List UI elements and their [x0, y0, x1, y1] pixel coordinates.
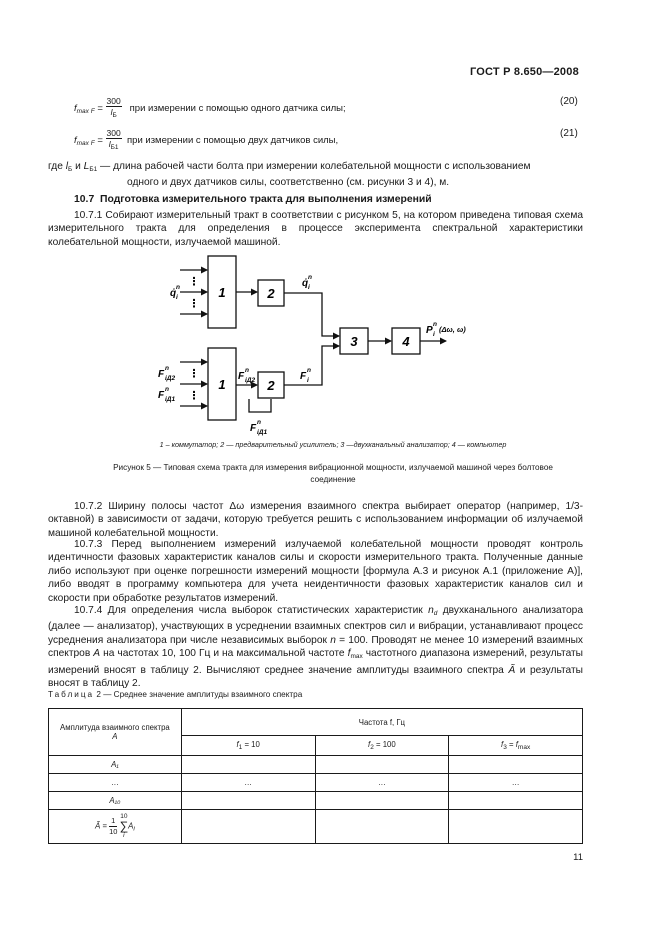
table-cell: [315, 756, 449, 774]
force-output-label: [300, 367, 311, 384]
p1074-nd: n: [428, 605, 434, 616]
table-cell: [449, 792, 583, 810]
table-col0-header-line1: Амплитуда взаимного спектра: [60, 723, 170, 732]
formula-21-numerator: 300: [106, 128, 121, 138]
input-velocity-symbol: q̇: [170, 288, 177, 299]
formula-20-lhs: f: [74, 103, 77, 115]
mean-label: Ã =: [94, 821, 107, 831]
paragraph-10-7-2: 10.7.2 Ширину полосы частот Δω измерения взаимного спектра выбирает оператор (например, 1/3-октавной) в зависимости от задачи, которую требуется решить с использованием информации об излучаемой машиной колебательной мощности.: [48, 501, 583, 539]
ellipsis-bottom-2: ⋮: [188, 390, 200, 402]
force-d1-input-symbol: F: [158, 390, 165, 401]
p1074-s6: и результаты вносят в таблицу 2.: [48, 664, 583, 690]
formula-20-numerator: 300: [106, 96, 121, 106]
formula-20-denominator-sub: Б: [112, 112, 117, 119]
formula-21-text: при измерении с помощью двух датчиков силы,: [127, 135, 339, 147]
force-d2-input-symbol: F: [158, 369, 165, 380]
table-f2-symbol: f: [368, 740, 371, 749]
p1074-s5: частотного диапазона измерений, результаты измерений вносят в таблицу 2. Вычисляют среднее значение амплитуды взаимного спектра: [48, 648, 584, 676]
formula-21-eq: =: [97, 135, 103, 147]
standard-header: ГОСТ Р 8.650—2008: [470, 66, 579, 78]
table-f1-value: = 10: [244, 740, 260, 749]
formula-20-fraction: [106, 96, 122, 121]
p1074-s1: 10.7.4 Для определения числа выборок статистических характеристик: [74, 605, 429, 616]
mean-sum-sign: ∑: [119, 819, 129, 833]
where-clause: [48, 160, 531, 190]
mean-frac-den: 10: [109, 827, 118, 836]
table-cell: [181, 810, 315, 844]
mean-frac-num: 1: [109, 816, 117, 827]
table-f1-header: [181, 736, 315, 756]
power-output-label: [426, 321, 466, 338]
formula-21-fraction: [106, 128, 122, 153]
table-caption-rest: 2 — Среднее значение амплитуды взаимного спектра: [96, 690, 303, 699]
table-mean-formula: [49, 810, 182, 844]
block-2-bottom-label: 2: [267, 378, 275, 393]
feedback-line-fd1: [249, 399, 271, 412]
table-col0-header-line2: A: [112, 732, 118, 741]
p1074-fmax-sub: max: [350, 653, 363, 661]
table-f3-value-sub: max: [517, 744, 531, 751]
force-output-symbol: F: [300, 371, 307, 382]
velocity-output-symbol: q̇: [302, 278, 309, 289]
block-2-top-label: 2: [267, 286, 275, 301]
formula-21-denominator: l: [108, 139, 111, 149]
block-1-top-label: 1: [218, 285, 226, 300]
formula-20: [74, 96, 346, 121]
table-caption-label: Таблица: [48, 690, 95, 699]
formula-20-lhs-sub: max F: [76, 108, 95, 116]
paragraph-10-7-3: 10.7.3 Перед выполнением измерений излучаемой колебательной мощности проводят контроль идентичности фазовых характеристик каналов силы и скорости измерительного тракта. Полученные данные либо используют при оценке погрешности измерений мощности [формула А.3 и рисунок А.1 (приложение А)], либо вводят в программу компьютера для учета неидентичности фазовых характеристик каналов сил и скорости при обработке результатов измерений.: [48, 539, 583, 604]
input-velocity-sub: i: [176, 294, 178, 301]
mean-sum: [120, 813, 129, 840]
ellipsis-top-2: ⋮: [188, 298, 200, 310]
table-f3-header: [449, 736, 583, 756]
formula-21-denominator-sub: Б1: [110, 144, 119, 151]
table-cell: [449, 756, 583, 774]
table-col0-header: [49, 709, 182, 756]
arrow-2-to-3-top: [284, 293, 339, 336]
p1074-nd-sub: d: [433, 610, 438, 617]
force-output-sup: n: [307, 367, 311, 374]
formula-21-lhs-sub: max F: [76, 140, 95, 148]
formula-21-lhs: f: [74, 135, 77, 147]
ellipsis-top-1: ⋮: [188, 276, 200, 288]
table-f1-symbol: f: [236, 740, 239, 749]
where-var1: l: [65, 161, 68, 172]
force-d2-input-label: [158, 365, 176, 382]
arrow-2-to-3-bottom: [284, 346, 339, 385]
force-d2-mid-symbol: F: [238, 371, 245, 382]
force-d1-input-sup: n: [165, 386, 169, 393]
force-d2-mid-label: [238, 367, 256, 384]
paragraph-10-7-4: [48, 604, 583, 690]
table-f3-sub: 3: [503, 744, 507, 751]
force-d2-mid-sub: iД2: [245, 377, 256, 384]
mean-term-sub: i: [133, 825, 135, 833]
measurement-tract-diagram: [150, 252, 510, 436]
figure-caption: [48, 462, 618, 486]
table-cell: [449, 810, 583, 844]
table-cell: [315, 810, 449, 844]
power-output-sup: n: [433, 321, 437, 328]
mean-fraction: [109, 816, 117, 837]
p1074-n: n: [330, 634, 336, 646]
p1074-Abar: Ã: [508, 664, 516, 676]
power-output-args: (Δω, ω): [439, 325, 466, 334]
formula-20-denominator: l: [110, 107, 113, 117]
formula-21: [74, 128, 338, 153]
paragraph-10-7-1: 10.7.1 Собирают измерительный тракт в соответствии с рисунком 5, на котором приведена типовая схема измерительного тракта для определения в процессе эксперимента спектральной характеристики колебательной мощности, излучаемой машиной.: [48, 210, 583, 248]
formula-21-number: (21): [560, 128, 578, 139]
table-f2-value: = 100: [376, 740, 396, 749]
input-velocity-sup: n: [176, 284, 180, 291]
force-d1-input-sub: iД1: [165, 396, 176, 403]
block-4-label: 4: [402, 334, 410, 349]
velocity-output-sup: n: [308, 274, 312, 281]
force-d1-feedback-sup: n: [257, 419, 261, 426]
power-output-sub: i: [433, 331, 435, 338]
section-title: Подготовка измерительного тракта для выполнения измерений: [100, 194, 432, 205]
section-heading: [74, 194, 432, 205]
p1074-s2: двухканального анализатора (далее — анализатор), участвующих в усреднении взаимных спектров сил и вибрации, устанавливают процесс усреднения анализатора при числе независимых выборок: [48, 605, 584, 646]
where-line2: одного и двух датчиков силы, соответственно (см. рисунки 3 и 4), м.: [127, 177, 450, 189]
velocity-output-label: [302, 274, 312, 291]
force-d2-input-sup: n: [165, 365, 169, 372]
velocity-output-sub: i: [308, 284, 310, 291]
force-d2-mid-sup: n: [245, 367, 249, 374]
table-f3-value: f: [515, 740, 518, 749]
mean-sum-top: 10: [120, 813, 128, 820]
where-var2-sub: Б1: [89, 166, 98, 173]
table-f2-header: [315, 736, 449, 756]
force-d1-feedback-label: [250, 419, 268, 436]
table-row-label: …: [49, 774, 182, 792]
force-output-sub: i: [307, 377, 309, 384]
table-caption: [48, 690, 302, 699]
figure-legend: 1 – коммутатор; 2 — предварительный усилитель; 3 —двухканальный анализатор; 4 — компьютер: [159, 440, 507, 449]
table-cell: …: [181, 774, 315, 792]
force-d1-input-label: [158, 386, 176, 403]
amplitude-table: [48, 708, 583, 844]
table-cell: [181, 756, 315, 774]
table-row-label: A₁₀: [49, 792, 182, 810]
p1074-s3: = 100. Проводят не менее 10 измерений взаимных спектров: [48, 634, 583, 660]
force-d1-feedback-sub: iД1: [257, 429, 268, 436]
force-d1-feedback-symbol: F: [250, 423, 257, 434]
where-line1: — длина рабочей части болта при измерении колебательной мощности с использованием: [100, 161, 531, 172]
table-cell: [181, 792, 315, 810]
table-cell: …: [315, 774, 449, 792]
power-output-symbol: P: [426, 325, 433, 336]
mean-sum-bottom: i: [123, 832, 125, 839]
formula-20-text: при измерении с помощью одного датчика силы;: [129, 103, 346, 115]
where-and: и: [75, 161, 81, 172]
page-number: 11: [573, 852, 583, 863]
formula-20-eq: =: [97, 103, 103, 115]
p1074-s4: на частотах 10, 100 Гц и на максимальной частоте: [100, 648, 348, 660]
table-f3-eq: =: [509, 740, 514, 749]
ellipsis-bottom-1: ⋮: [188, 368, 200, 380]
table-freq-header: Частота f, Гц: [181, 709, 582, 736]
table-f2-sub: 2: [370, 744, 374, 751]
table-cell: …: [449, 774, 583, 792]
table-row-label: A₁: [49, 756, 182, 774]
p1074-A: A: [93, 648, 101, 660]
where-var1-sub: Б: [67, 166, 73, 173]
formula-20-number: (20): [560, 96, 578, 107]
section-number: 10.7: [74, 194, 95, 205]
where-var2: L: [83, 161, 90, 172]
block-3-label: 3: [350, 334, 358, 349]
mean-term: A: [128, 821, 134, 831]
p1074-fmax: f: [347, 648, 351, 660]
figure-caption-line1: Рисунок 5 — Типовая схема тракта для измерения вибрационной мощности, излучаемой машиной через болтовое: [113, 463, 553, 472]
block-1-bottom-label: 1: [218, 377, 226, 392]
force-d2-input-sub: iД2: [165, 375, 176, 382]
table-f1-sub: 1: [238, 744, 243, 751]
input-velocity-label: [170, 284, 180, 301]
where-prefix: где: [48, 161, 63, 172]
table-cell: [315, 792, 449, 810]
table-f3-symbol: f: [501, 740, 504, 749]
figure-caption-line2: соединение: [310, 475, 356, 484]
